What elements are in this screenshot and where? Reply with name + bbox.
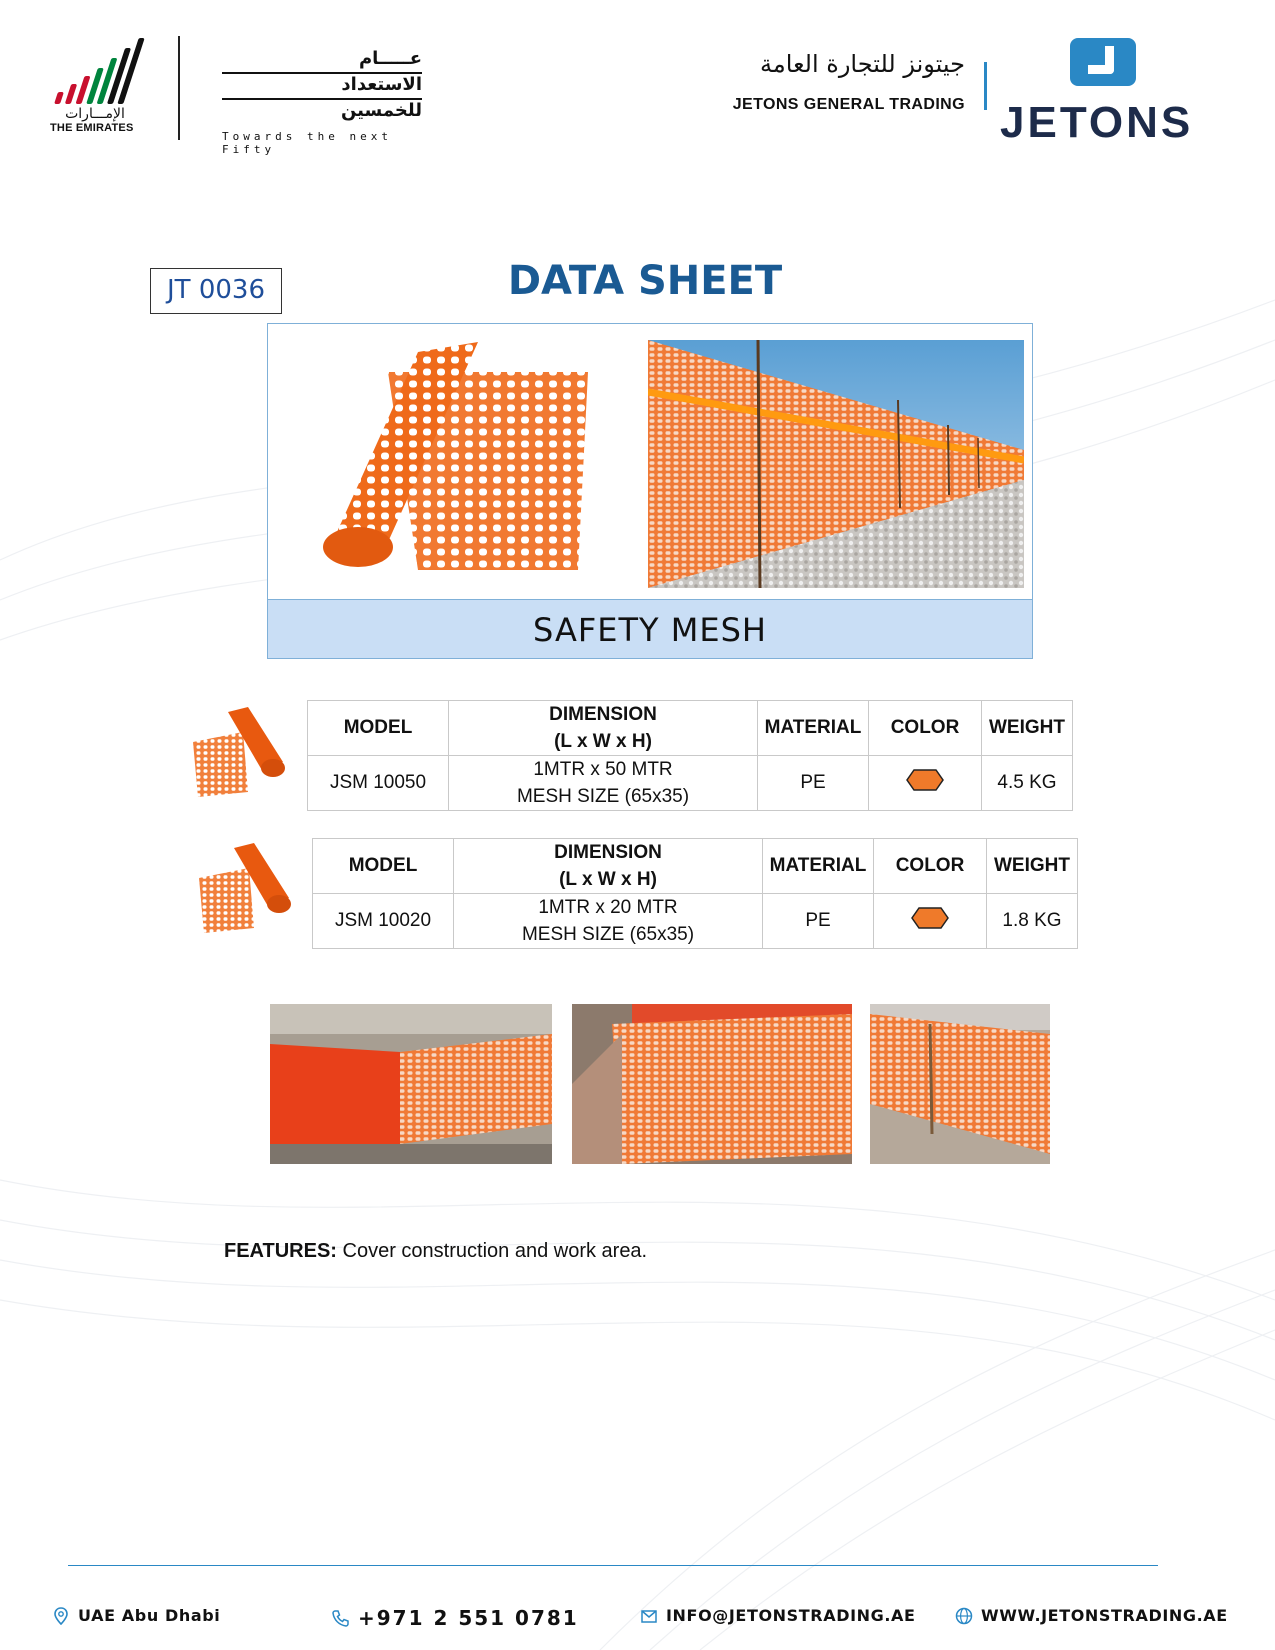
header-color: COLOR xyxy=(869,701,982,756)
jetons-logo-icon xyxy=(1070,38,1136,86)
page-title: DATA SHEET xyxy=(507,258,783,304)
color-swatch xyxy=(911,907,949,929)
header-material: MATERIAL xyxy=(758,701,869,756)
globe-icon xyxy=(955,1607,973,1625)
footer-location xyxy=(52,1606,220,1625)
location-pin-icon xyxy=(52,1607,70,1625)
cell-dimension-line1: 1MTR x 50 MTR xyxy=(533,759,673,780)
spec-table-header-row xyxy=(313,839,1078,894)
header-weight: WEIGHT xyxy=(982,701,1073,756)
footer-location-text: UAE Abu Dhabi xyxy=(78,1606,221,1625)
header-dimension xyxy=(454,839,763,894)
phone-icon xyxy=(332,1609,350,1627)
footer-website-text[interactable]: WWW.JETONSTRADING.AE xyxy=(981,1606,1228,1625)
cell-dimension xyxy=(449,756,758,811)
mesh-roll-image xyxy=(308,342,588,570)
application-photo-site-fence xyxy=(870,1004,1050,1164)
features-description: Cover construction and work area. xyxy=(336,1240,648,1262)
cell-material: PE xyxy=(763,894,874,949)
footer-rule xyxy=(68,1565,1158,1566)
spec-table-jsm-10050 xyxy=(307,700,1073,811)
cell-dimension-line2: MESH SIZE (65x35) xyxy=(521,924,695,945)
year-logo-line-2: الاستعداد xyxy=(341,74,422,95)
color-swatch xyxy=(906,769,944,791)
document-code: JT 0036 xyxy=(150,268,282,314)
product-thumbnail-jsm-10020 xyxy=(194,838,294,938)
features-text xyxy=(224,1240,647,1263)
header-color: COLOR xyxy=(874,839,987,894)
table-row xyxy=(313,894,1078,949)
product-hero-panel xyxy=(267,323,1033,659)
header-model: MODEL xyxy=(308,701,449,756)
header-weight: WEIGHT xyxy=(987,839,1078,894)
header-dimension xyxy=(449,701,758,756)
company-name-english: JETONS GENERAL TRADING xyxy=(732,96,965,113)
product-thumbnail-jsm-10050 xyxy=(188,702,288,802)
year-logo-line-3: للخمسين xyxy=(340,100,422,121)
cell-dimension-line1: 1MTR x 20 MTR xyxy=(538,897,678,918)
features-label: FEATURES: xyxy=(224,1240,337,1262)
year-logo-english: Towards the next Fifty xyxy=(222,130,392,156)
footer-phone-text[interactable]: +971 2 551 0781 xyxy=(358,1606,579,1630)
header-dimension-line1: DIMENSION xyxy=(554,842,662,863)
year-logo-line-1: عـــــام xyxy=(358,48,422,69)
header-model: MODEL xyxy=(313,839,454,894)
company-name-arabic: جيتونز للتجارة العامة xyxy=(760,50,965,78)
table-row xyxy=(308,756,1073,811)
cell-color xyxy=(874,894,987,949)
cell-material: PE xyxy=(758,756,869,811)
header-divider xyxy=(178,36,180,140)
cell-dimension-line2: MESH SIZE (65x35) xyxy=(516,786,690,807)
company-divider xyxy=(984,62,987,110)
uae-logo-english: THE EMIRATES xyxy=(50,122,134,134)
header-dimension-line1: DIMENSION xyxy=(549,704,657,725)
footer-email[interactable] xyxy=(640,1606,916,1625)
cell-model: JSM 10050 xyxy=(308,756,449,811)
footer-email-text[interactable]: INFO@JETONSTRADING.AE xyxy=(666,1606,916,1625)
cell-model: JSM 10020 xyxy=(313,894,454,949)
spec-table-jsm-10020 xyxy=(312,838,1078,949)
mesh-fence-installed-image xyxy=(648,340,1024,588)
application-photo-barriers xyxy=(270,1004,552,1164)
application-photo-mesh-wrap xyxy=(572,1004,852,1164)
product-name-banner: SAFETY MESH xyxy=(268,599,1032,658)
jetons-logo-wordmark: JETONS xyxy=(1000,98,1194,147)
color-swatch-shape xyxy=(907,770,943,790)
spec-table-header-row xyxy=(308,701,1073,756)
footer-website[interactable] xyxy=(955,1606,1228,1625)
uae-bars-graphic xyxy=(50,34,136,104)
uae-logo-arabic: الإمـــارات xyxy=(65,106,125,122)
header-dimension-line2: (L x W x H) xyxy=(554,731,652,752)
header-material: MATERIAL xyxy=(763,839,874,894)
cell-color xyxy=(869,756,982,811)
uae-emirates-logo xyxy=(50,34,140,144)
cell-dimension xyxy=(454,894,763,949)
color-swatch-shape xyxy=(912,908,948,928)
header-dimension-line2: (L x W x H) xyxy=(559,869,657,890)
email-icon xyxy=(640,1607,658,1625)
year-of-fifty-logo xyxy=(222,48,422,156)
footer-phone[interactable] xyxy=(332,1606,579,1630)
cell-weight: 4.5 KG xyxy=(982,756,1073,811)
cell-weight: 1.8 KG xyxy=(987,894,1078,949)
